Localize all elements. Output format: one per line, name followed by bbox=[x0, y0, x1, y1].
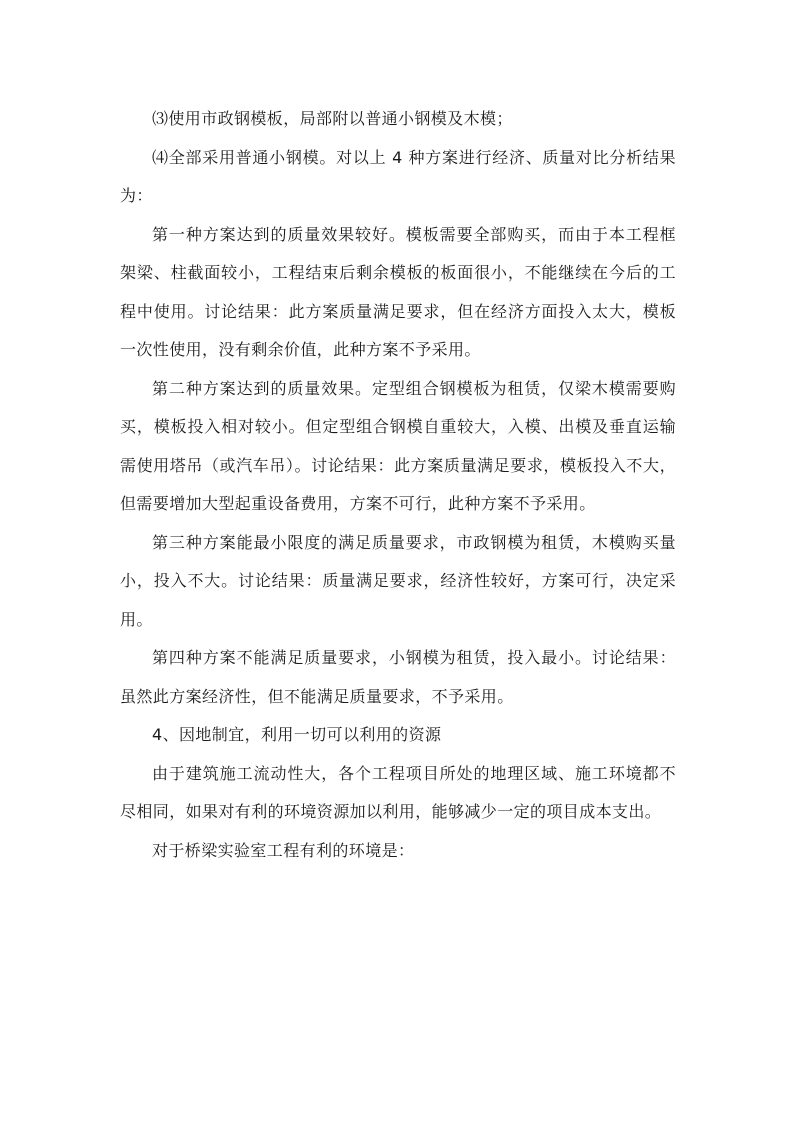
section-heading: 4、因地制宜，利用一切可以利用的资源 bbox=[152, 725, 442, 744]
paragraph-analysis-3: 第三种方案能最小限度的满足质量要求，市政钢模为租赁，木模购买量小，投入不大。讨论结果：质量满足要求，经济性较好，方案可行，决定采用。 bbox=[120, 532, 676, 629]
paragraph-environment: 对于桥梁实验室工程有利的环境是： bbox=[152, 840, 415, 860]
paragraph-analysis-2: 第二种方案达到的质量效果。定型组合钢模板为租赁，仅梁木模需要购买，模板投入相对较小。但定型组合钢模自重较大，入模、出模及垂直运输需使用塔吊（或汽车吊）。讨论结果：此方案质量满足要求，模板投入不大，但需要增加大型起重设备费用，方案不可行，此种方案不予采用。 bbox=[120, 378, 676, 513]
paragraph-intro: 由于建筑施工流动性大，各个工程项目所处的地理区域、施工环境都不尽相同，如果对有利的环境资源加以利用，能够减少一定的项目成本支出。 bbox=[120, 763, 676, 821]
paragraph-option-4: ⑷全部采用普通小钢模。对以上 4 种方案进行经济、质量对比分析结果为： bbox=[120, 147, 676, 205]
paragraph-option-3: ⑶使用市政钢模板，局部附以普通小钢模及木模； bbox=[152, 109, 513, 128]
paragraph-analysis-1: 第一种方案达到的质量效果较好。模板需要全部购买，而由于本工程框架梁、柱截面较小，工程结束后剩余模板的板面很小，不能继续在今后的工程中使用。讨论结果：此方案质量满足要求，但在经济方面投入太大，模板一次性使用，没有剩余价值，此种方案不予采用。 bbox=[120, 224, 676, 359]
paragraph-analysis-4: 第四种方案不能满足质量要求，小钢模为租赁，投入最小。讨论结果：虽然此方案经济性，但不能满足质量要求，不予采用。 bbox=[120, 648, 676, 706]
document-body bbox=[120, 100, 676, 870]
